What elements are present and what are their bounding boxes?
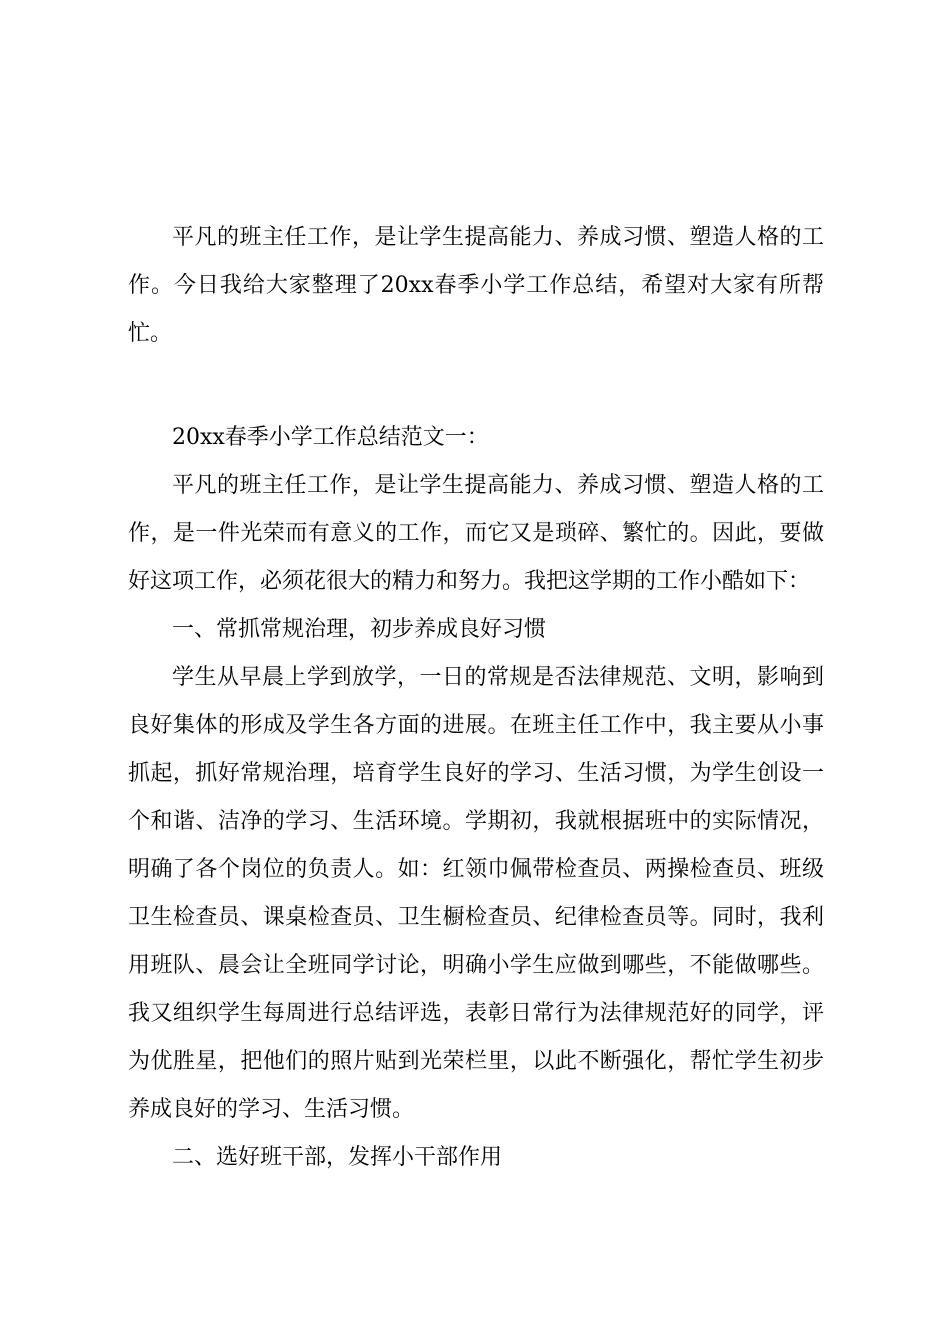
essay-paragraph: 平凡的班主任工作，是让学生提高能力、养成习惯、塑造人格的工作，是一件光荣而有意义的工作，而它又是琐碎、繁忙的。因此，要做好这项工作，必须花很大的精力和努力。我把这学期的工作小酷如下： bbox=[128, 473, 824, 594]
document-body bbox=[128, 214, 824, 1182]
intro-paragraph: 平凡的班主任工作，是让学生提高能力、养成习惯、塑造人格的工作。今日我给大家整理了20xx春季小学工作总结，希望对大家有所帮忙。 bbox=[128, 225, 824, 346]
essay-title: 20xx春季小学工作总结范文一： bbox=[172, 425, 489, 450]
section-heading-1: 一、常抓常规治理，初步养成良好习惯 bbox=[172, 617, 547, 642]
section-paragraph-1: 学生从早晨上学到放学，一日的常规是否法律规范、文明，影响到良好集体的形成及学生各方面的进展。在班主任工作中，我主要从小事抓起，抓好常规治理，培育学生良好的学习、生活习惯，为学生创设一个和谐、洁净的学习、生活环境。学期初，我就根据班中的实际情况，明确了各个岗位的负责人。如：红领巾佩带检查员、两操检查员、班级卫生检查员、课桌检查员、卫生橱检查员、纪律检查员等。同时，我利用班队、晨会让全班同学讨论，明确小学生应做到哪些，不能做哪些。我又组织学生每周进行总结评选，表彰日常行为法律规范好的同学，评为优胜星，把他们的照片贴到光荣栏里，以此不断强化，帮忙学生初步养成良好的学习、生活习惯。 bbox=[128, 665, 824, 1122]
section-heading-2: 二、选好班干部，发挥小干部作用 bbox=[172, 1145, 503, 1170]
